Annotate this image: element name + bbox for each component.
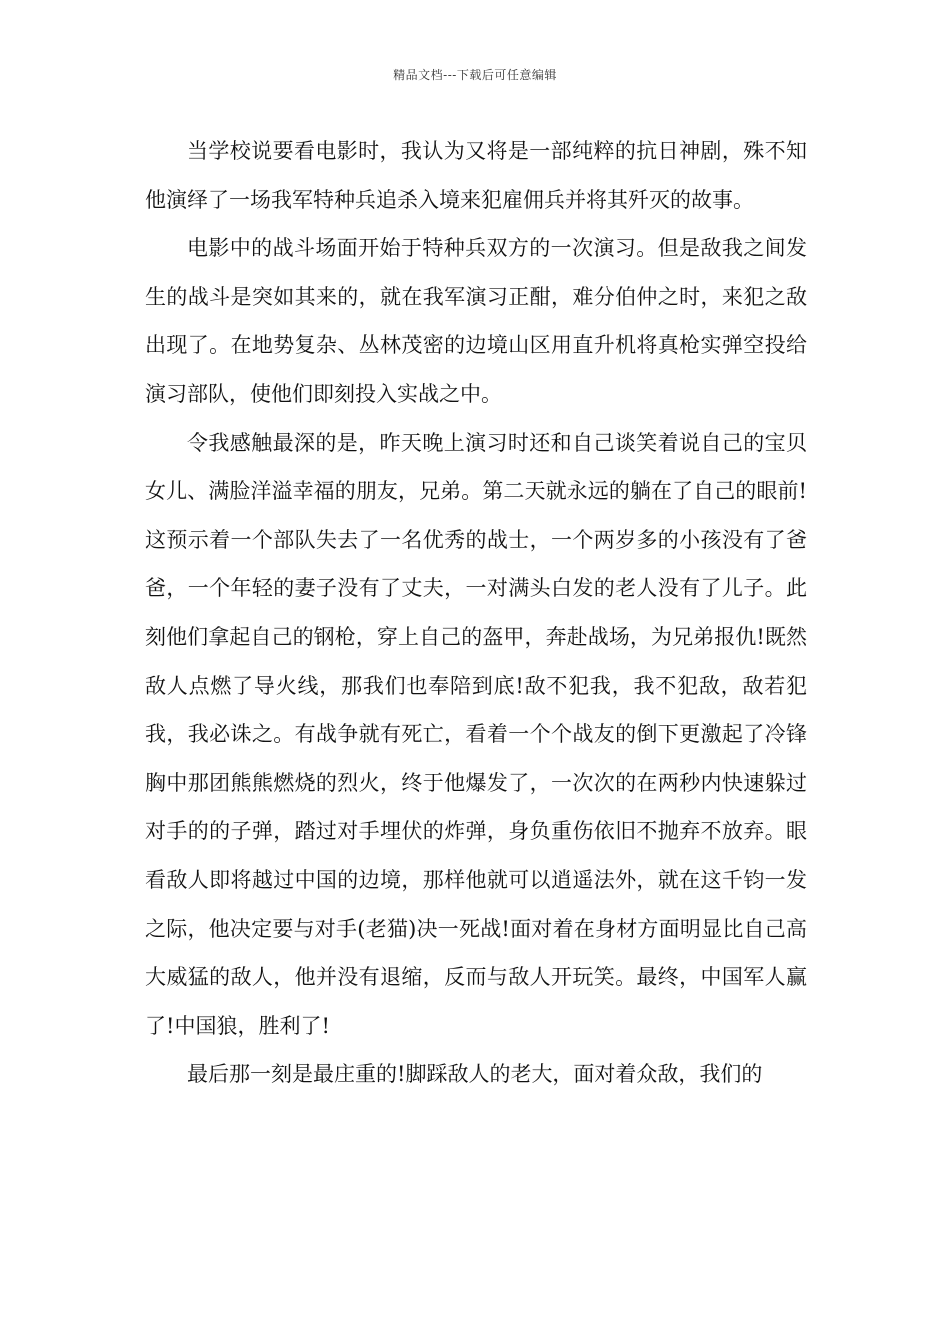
paragraph-2: 电影中的战斗场面开始于特种兵双方的一次演习。但是敌我之间发生的战斗是突如其来的，就在我军演习正酣，难分伯仲之时，来犯之敌出现了。在地势复杂、丛林茂密的边境山区用直升机将真枪实弹空投给演习部队，使他们即刻投入实战之中。 <box>145 236 807 406</box>
paragraph-1: 当学校说要看电影时，我认为又将是一部纯粹的抗日神剧，殊不知他演绎了一场我军特种兵追杀入境来犯雇佣兵并将其歼灭的故事。 <box>145 139 807 212</box>
paragraph-3: 令我感触最深的是，昨天晚上演习时还和自己谈笑着说自己的宝贝女儿、满脸洋溢幸福的朋友，兄弟。第二天就永远的躺在了自己的眼前!这预示着一个部队失去了一名优秀的战士，一个两岁多的小孩没有了爸爸，一个年轻的妻子没有了丈夫，一对满头白发的老人没有了儿子。此刻他们拿起自己的钢枪，穿上自己的盔甲，奔赴战场，为兄弟报仇!既然敌人点燃了导火线，那我们也奉陪到底!敌不犯我，我不犯敌，敌若犯我，我必诛之。有战争就有死亡，看着一个个战友的倒下更激起了冷锋胸中那团熊熊燃烧的烈火，终于他爆发了，一次次的在两秒内快速躲过对手的的子弹，踏过对手埋伏的炸弹，身负重伤依旧不抛弃不放弃。眼看敌人即将越过中国的边境，那样他就可以逍遥法外，就在这千钧一发之际，他决定要与对手(老猫)决一死战!面对着在身材方面明显比自己高大威猛的敌人，他并没有退缩，反而与敌人开玩笑。最终，中国军人赢了!中国狼，胜利了! <box>145 430 807 1038</box>
document-body <box>145 127 807 1099</box>
page-header: 精品文档---下载后可任意编辑 <box>393 68 557 82</box>
paragraph-4: 最后那一刻是最庄重的!脚踩敌人的老大，面对着众敌，我们的 <box>187 1062 763 1087</box>
